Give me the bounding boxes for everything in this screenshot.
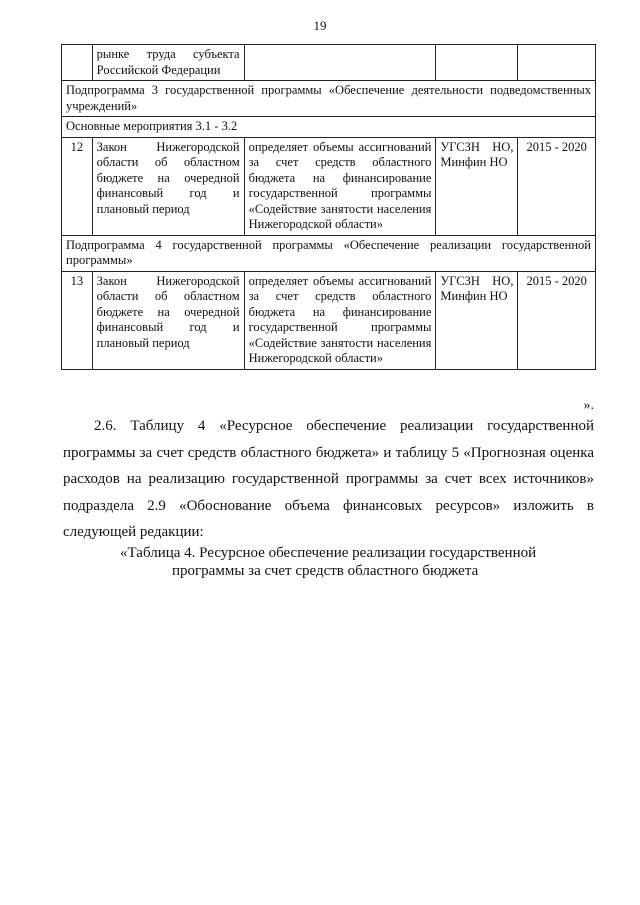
law-cell: Закон Нижегородской области об областном бюджете на очередной финансовый год и плановый период [92, 271, 244, 369]
description-cell: определяет объемы ассигнований за счет средств областного бюджета на финансирование государственной программы «Содействие занятости населения Нижегородской области» [244, 137, 436, 235]
law-cell: рынке труда субъекта Российской Федерации [92, 45, 244, 81]
caption-line-2: программы за счет средств областного бюджета [172, 563, 479, 579]
table-row [62, 271, 596, 369]
law-cell: Закон Нижегородской области об областном бюджете на очередной финансовый год и плановый период [92, 137, 244, 235]
table-row [62, 117, 596, 138]
table-row [62, 45, 596, 81]
caption-line-1: «Таблица 4. Ресурсное обеспечение реализации государственной [120, 545, 537, 561]
body-paragraph: 2.6. Таблицу 4 «Ресурсное обеспечение реализации государственной программы за счет средств областного бюджета» и таблицу 5 «Прогнозная оценка расходов на реализацию государственной программы за счет всех источников» подраздела 2.9 «Обоснование объема финансовых ресурсов» изложить в следующей редакции: [63, 418, 594, 540]
table-row [62, 81, 596, 117]
years-cell [518, 45, 596, 81]
subprogram-3-heading: Подпрограмма 3 государственной программы «Обеспечение деятельности подведомственных учреждений» [62, 81, 596, 117]
years-cell: 2015 - 2020 [518, 137, 596, 235]
description-cell: определяет объемы ассигнований за счет средств областного бюджета на финансирование государственной программы «Содействие занятости населения Нижегородской области» [244, 271, 436, 369]
table-row [62, 137, 596, 235]
executor-cell: УГСЗН НО, Минфин НО [436, 137, 518, 235]
closing-quote: ». [583, 398, 594, 413]
description-cell [244, 45, 436, 81]
page-number: 19 [313, 18, 327, 33]
row-number-cell: 13 [62, 271, 93, 369]
measures-table [61, 44, 596, 370]
table-caption [120, 544, 600, 580]
subprogram-4-heading: Подпрограмма 4 государственной программы «Обеспечение реализации государственной программы» [62, 235, 596, 271]
executor-cell [436, 45, 518, 81]
years-cell: 2015 - 2020 [518, 271, 596, 369]
table-row [62, 235, 596, 271]
row-number-cell [62, 45, 93, 81]
main-activities-heading: Основные мероприятия 3.1 - 3.2 [62, 117, 596, 138]
row-number-cell: 12 [62, 137, 93, 235]
executor-cell: УГСЗН НО, Минфин НО [436, 271, 518, 369]
